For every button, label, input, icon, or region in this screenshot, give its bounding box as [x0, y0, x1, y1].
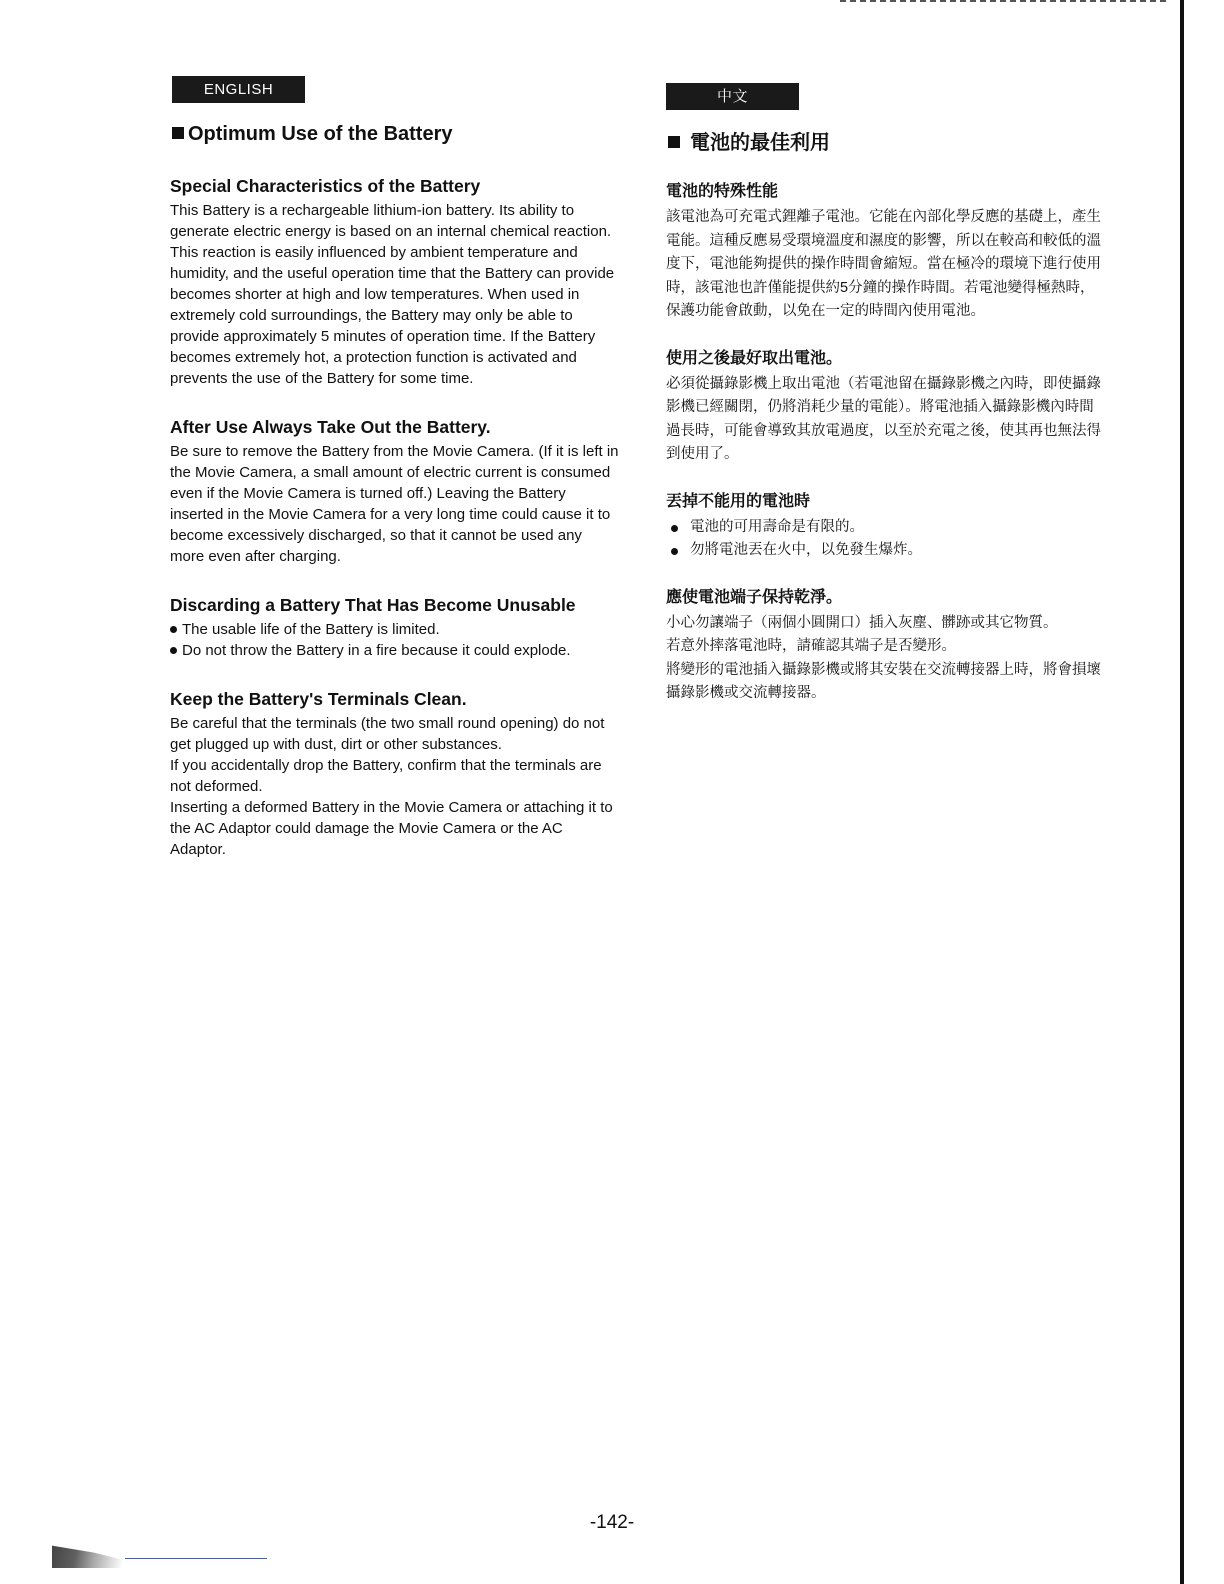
- section-title-characteristics: Special Characteristics of the Battery: [170, 176, 481, 196]
- scan-artifact-underline: [125, 1558, 267, 1559]
- bullet-dot-icon: [671, 548, 678, 555]
- square-bullet-icon: [172, 127, 184, 139]
- section-body-terminals-zh-2: 若意外摔落電池時，請確認其端子是否變形。: [666, 638, 956, 654]
- section-body-terminals-zh-1: 小心勿讓端子（兩個小圓開口）插入灰塵、髒跡或其它物質。: [666, 614, 1058, 631]
- english-column: [170, 76, 620, 860]
- list-item-text: 勿將電池丟在火中，以免發生爆炸。: [690, 542, 922, 558]
- list-item-text: 電池的可用壽命是有限的。: [690, 518, 864, 535]
- list-item: [666, 516, 1106, 540]
- section-body-take-out: Be sure to remove the Battery from the Movie Camera. (If it is left in the Movie Camera, a small amount of electric current is consumed even if the Movie Camera is turned off.) Leaving the Battery inserted in the Movie Camera for a very long time could cause it to become excessively discharged, so that it cannot be used any more even after charging.: [170, 443, 619, 565]
- page-title-text: Optimum Use of the Battery: [188, 123, 453, 145]
- list-item: [170, 640, 620, 661]
- bullet-dot-icon: [671, 525, 678, 532]
- section-title-characteristics-zh: 電池的特殊性能: [666, 183, 779, 200]
- section-title-discarding: Discarding a Battery That Has Become Unusable: [170, 595, 576, 615]
- section-body-characteristics: This Battery is a rechargeable lithium-ion battery. Its ability to generate electric energy is based on an internal chemical reaction. This reaction is easily influenced by ambient temperature and humidity, and the useful operation time that the Battery can provide becomes shorter at high and low temperatures. When used in extremely cold surroundings, the Battery may only be able to provide approximately 5 minutes of operation time. If the Battery becomes extremely hot, a protection function is activated and prevents the use of the Battery for some time.: [170, 202, 615, 387]
- scan-artifact-smudge: [52, 1540, 122, 1568]
- page-number: -142-: [589, 1512, 635, 1533]
- section-body-terminals-zh-3: 將變形的電池插入攝錄影機或將其安裝在交流轉接器上時，將會損壞攝錄影機或交流轉接器。: [666, 661, 1101, 701]
- section-body-terminals-1: Be careful that the terminals (the two small round opening) do not get plugged up with dust, dirt or other substances.: [170, 715, 605, 753]
- section-title-discarding-zh: 丟掉不能用的電池時: [666, 492, 811, 510]
- section-body-terminals-3: Inserting a deformed Battery in the Movie Camera or attaching it to the AC Adaptor could damage the Movie Camera or the AC Adaptor.: [170, 799, 613, 858]
- page-title: [172, 123, 620, 146]
- bullet-dot-icon: [170, 647, 177, 654]
- section-title-terminals: Keep the Battery's Terminals Clean.: [170, 689, 467, 709]
- bullet-dot-icon: [170, 626, 177, 633]
- list-item: [666, 539, 1106, 563]
- page-title-chinese: [668, 126, 1106, 155]
- section-title-terminals-zh: 應使電池端子保持乾淨。: [666, 588, 843, 606]
- section-title-take-out: After Use Always Take Out the Battery.: [170, 417, 491, 437]
- language-tab-chinese: 中文: [666, 83, 799, 110]
- discarding-bullet-list: [170, 619, 620, 661]
- section-body-characteristics-zh: 該電池為可充電式鋰離子電池。它能在內部化學反應的基礎上，產生電能。這種反應易受環境溫度和濕度的影響，所以在較高和較低的溫度下，電池能夠提供的操作時間會縮短。當在極冷的環境下進行使用時，該電池也許僅能提供約5分鐘的操作時間。若電池變得極熱時，保護功能會啟動，以免在一定的時間內使用電池。: [666, 209, 1101, 319]
- list-item: [170, 619, 620, 640]
- section-body-take-out-zh: 必須從攝錄影機上取出電池（若電池留在攝錄影機之內時，即使攝錄影機已經關閉，仍將消耗少量的電能）。將電池插入攝錄影機內時間過長時，可能會導致其放電過度，以至於充電之後，使其再也無法得到使用了。: [666, 375, 1101, 462]
- scan-artifact-top-line: [840, 0, 1170, 2]
- scan-artifact-right-border: [1180, 0, 1184, 1584]
- section-title-take-out-zh: 使用之後最好取出電池。: [666, 349, 843, 367]
- square-bullet-icon: [668, 136, 680, 148]
- language-tab-english: ENGLISH: [172, 76, 305, 103]
- discarding-bullet-list-zh: [666, 516, 1106, 563]
- page-title-text-chinese: 電池的最佳利用: [690, 132, 830, 154]
- section-body-terminals-2: If you accidentally drop the Battery, confirm that the terminals are not deformed.: [170, 757, 602, 795]
- chinese-column: [666, 76, 1106, 706]
- list-item-text: The usable life of the Battery is limited.: [182, 621, 440, 638]
- list-item-text: Do not throw the Battery in a fire because it could explode.: [182, 642, 571, 659]
